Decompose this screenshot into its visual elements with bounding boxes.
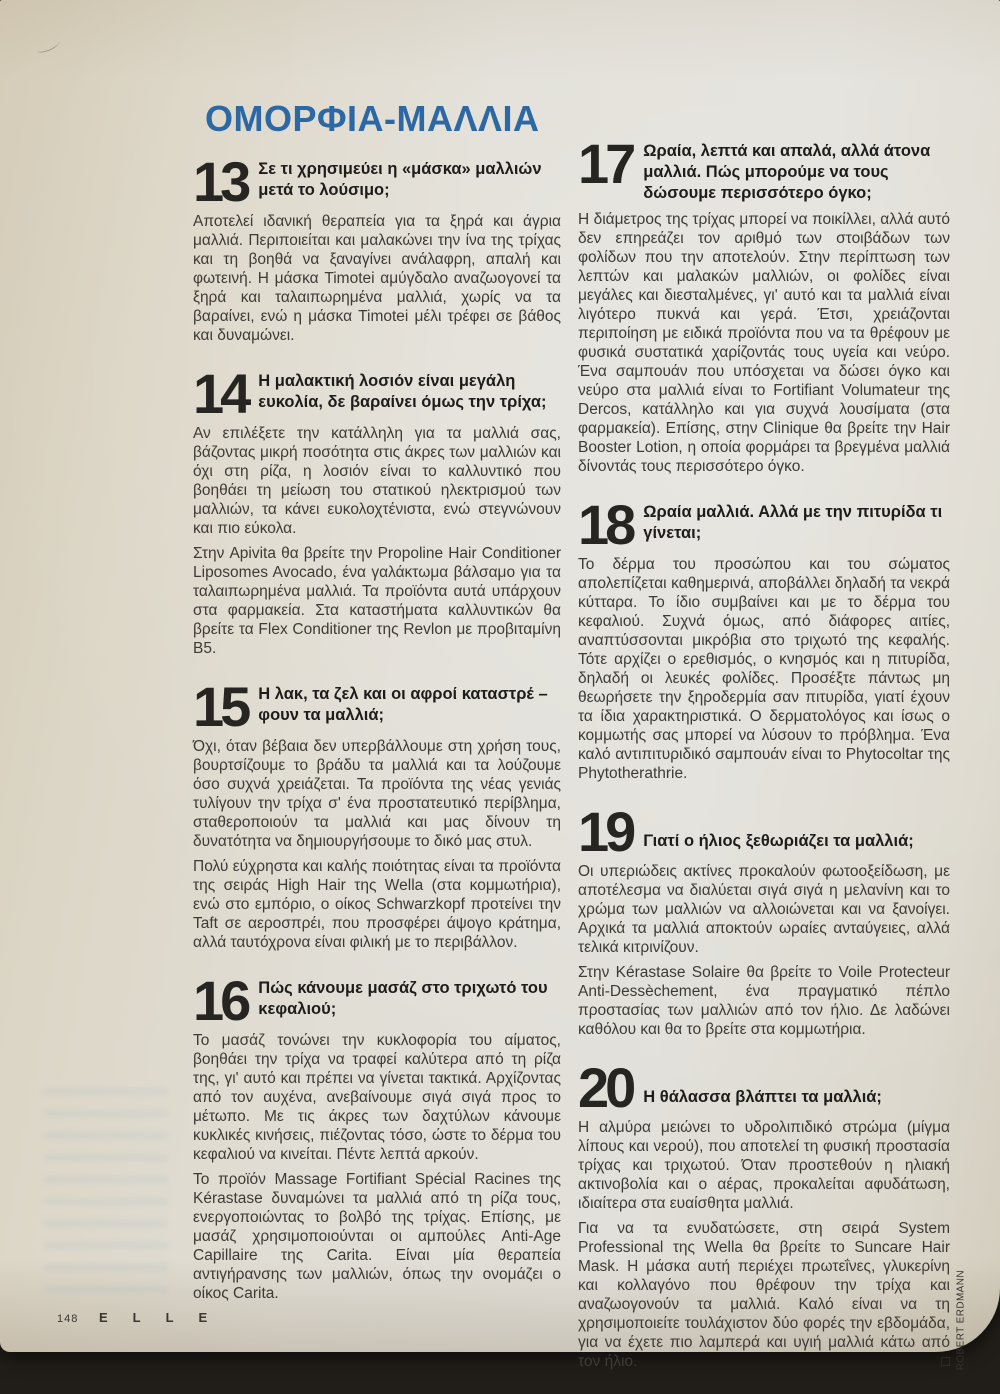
item-answer-paragraph (578, 1219, 950, 1371)
qa-item-16 (193, 969, 561, 1303)
item-answer-paragraph: Το δέρμα του προσώπου και του σώματος απολεπίζεται καθημερινά, αποβάλλει δηλαδή τα νεκρά κύτταρα. Το ίδιο συμβαίνει και με το δέρμα του κεφαλιού. Συχνά όμως, από διάφορες αιτίες, αναπτύσσονται μικρόβια στο τριχωτό της κεφαλής. Τότε αρχίζει ο ερεθισμός, ο κνησμός και η πιτυρίδα, δηλαδή οι λευκές φολίδες. Προσέξτε πάντως μη θεωρήσετε την ξηροδερμία σαν πιτυρίδα, γιατί έχουν τα ίδια χαρακτηριστικά. Ο δερματολόγος και ίσως ο κομμωτής σας μπορεί να λύσουν το πρόβλημα. Ένα καλό αντιπιτυριδικό σαμπουάν είναι το Phytocoltar της Phytotherathrie. (578, 556, 950, 782)
qa-item-header (578, 800, 950, 863)
item-number: 16 (193, 969, 248, 1032)
item-number: 18 (578, 493, 633, 556)
item-question: Η θάλασσα βλάπτει τα μαλλιά; (643, 1088, 882, 1106)
item-answer-paragraph: Η αλμύρα μειώνει το υδρολιπιδικό στρώμα (μίγμα λίπους και νερού), που αποτελεί τη φυσική προστασία τρίχας και τριχωτού. Όταν προστεθούν η ηλιακή ακτινοβολία και ο αέρας, προκαλείται αφυδάτωση, ιδιαίτερα στα ευαίσθητα μαλλιά. (578, 1119, 950, 1212)
qa-item-header (193, 675, 561, 738)
item-answer-paragraph: Το μασάζ τονώνει την κυκλοφορία του αίματος, βοηθάει την τρίχα να τραφεί καλύτερα από τη ρίζα της, γι' αυτό και πρέπει να γίνεται τακτικά. Αρχίζοντας από τον αυχένα, ανεβαίνουμε σιγά σιγά προς το μέτωπο. Με τις άκρες των δαχτύλων κάνουμε κυκλικές κινήσεις, πιέζοντας τόσο, ώστε το δέρμα του κεφαλιού να κινείται. Πέντε λεπτά αρκούν. (193, 1032, 561, 1163)
item-answer-paragraph: Το προϊόν Massage Fortifiant Spécial Racines της Kérastase δυναμώνει τα μαλλιά από τη ρίζα τους, ενεργοποιώντας το βολβό της τρίχας. Επίσης, με μασάζ χρησιμοποιούνται οι αμπούλες Anti-Age Capillaire της Carita. Είναι μία θεραπεία αντιγήρανσης των μαλλιών, όπως την ονομάζει ο οίκος Carita. (193, 1171, 561, 1302)
qa-item-14 (193, 362, 561, 658)
qa-item-header (193, 150, 561, 213)
item-question: Σε τι χρησιμεύει η «μάσκα» μαλλιών μετά το λούσιμο; (258, 160, 542, 199)
end-of-article-mark: □ (941, 1353, 950, 1369)
item-question: Ωραία μαλλιά. Αλλά με την πιτυρίδα τι γίνεται; (643, 503, 943, 542)
item-question: Γιατί ο ήλιος ξεθωριάζει τα μαλλιά; (643, 832, 914, 850)
item-number: 14 (193, 362, 248, 425)
item-question: Η λακ, τα ζελ και οι αφροί καταστρέ – φουν τα μαλλιά; (258, 685, 548, 724)
page-number: 148 (57, 1313, 79, 1325)
qa-item-header (578, 493, 950, 556)
item-question: Ωραία, λεπτά και απαλά, αλλά άτονα μαλλιά. Πώς μπορούμε να τους δώσουμε περισσότερο όγκο; (643, 142, 931, 202)
qa-item-18 (578, 493, 950, 783)
qa-item-19 (578, 800, 950, 1039)
item-number: 19 (578, 800, 633, 863)
item-number: 15 (193, 675, 248, 738)
qa-item-17 (578, 132, 950, 476)
left-column (193, 98, 561, 1326)
right-column (578, 132, 950, 1394)
item-question: Πώς κάνουμε μασάζ στο τριχωτό του κεφαλιού; (258, 979, 548, 1018)
paper-scratch-mark (35, 37, 61, 54)
magazine-name: ELLE (99, 1310, 233, 1325)
item-answer-paragraph: Οι υπεριώδεις ακτίνες προκαλούν φωτοοξείδωση, με αποτέλεσμα να διαλύεται σιγά σιγά η μελανίνη και το χρώμα των μαλλιών να αλλοιώνεται και να ξανοίγει. Αρχικά τα μαλλιά αποκτούν ωραίες ανταύγειες, αλλά τελικά κιτρινίζουν. (578, 863, 950, 956)
item-answer-paragraph: Πολύ εύχρηστα και καλής ποιότητας είναι τα προϊόντα της σειράς High Hair της Wella (στα κομμωτήρια), ενώ στο εμπόριο, ο οίκος Schwarzkopf προτείνει την Taft σε αεροσπρέι, που προσφέρει άψογο κράτημα, αλλά ταυτόχρονα είναι φιλική με το περιβάλλον. (193, 858, 561, 951)
section-title: ΟΜΟΡΦΙΑ-ΜΑΛΛΙΑ (205, 98, 540, 139)
qa-item-20 (578, 1056, 950, 1371)
qa-item-header (578, 1056, 950, 1119)
item-answer-text: Για να τα ενυδατώσετε, στη σειρά System Professional της Wella θα βρείτε το Suncare Hair Mask. Η μάσκα αυτή περιέχει πρωτεΐνες, γλυκερίνη και κολλαγόνο που θρέφουν την τρίχα και αναζωογονούν τα μαλλιά. Καλό είναι να τη χρησιμοποιείτε τουλάχιστον δύο φορές την εβδομάδα, για να έχετε πιο λαμπερά και υγιή μαλλιά κάτω από τον ήλιο. (578, 1220, 950, 1370)
item-answer-paragraph: Στην Apivita θα βρείτε την Propoline Hair Conditioner Liposomes Avocado, ένα γαλάκτωμα βάλσαμο για τα ταλαιπωρημένα μαλλιά. Τα προϊόντα αυτά υπάρχουν στα φαρμακεία. Στα καταστήματα καλλυντικών θα βρείτε τα Flex Conditioner της Revlon με προβιταμίνη Β5. (193, 545, 561, 657)
qa-item-header (193, 362, 561, 425)
qa-item-13 (193, 150, 561, 345)
item-number: 13 (193, 150, 248, 213)
photographer-credit: ROBERT ERDMANN (955, 1270, 966, 1371)
item-number: 17 (578, 132, 633, 195)
qa-item-15 (193, 675, 561, 952)
qa-item-header (193, 969, 561, 1032)
item-answer-paragraph: Αποτελεί ιδανική θεραπεία για τα ξηρά και άγρια μαλλιά. Περιποιείται και μαλακώνει την ίνα της τρίχας και τη βοηθά να ξαναγίνει ανάλαφρη, απαλή και φωτεινή. Η μάσκα Timotei αμύγδαλο αναζωογονεί τα ξηρά και ταλαιπωρημένα μαλλιά, χωρίς να τα βαραίνει, ενώ η μάσκα Timotei μέλι τρέφει σε βάθος και δυναμώνει. (193, 213, 561, 344)
item-answer-paragraph: Η διάμετρος της τρίχας μπορεί να ποικίλλει, αλλά αυτό δεν επηρεάζει τον αριθμό των στοιβάδων των φολίδων που την αποτελούν. Στην περίπτωση των λεπτών και μαλακών μαλλιών, οι φολίδες είναι μεγάλες και διεσταλμένες, γι' αυτό και τα μαλλιά είναι λιγότερο πυκνά και γερά. Έτσι, χρειάζονται περιποίηση με ειδικά προϊόντα που να τα θρέφουν με φυσικά συστατικά χαρίζοντάς τους υγεία και νεύρο. Ένα σαμπουάν που υπόσχεται να δώσει όγκο και νεύρο στα μαλλιά είναι το Fortifiant Volumateur της Dercos, κατάλληλο και για συχνά λουσίματα (στα φαρμακεία). Επίσης, στην Clinique θα βρείτε την Hair Booster Lotion, η οποία φορμάρει τα βρεγμένα μαλλιά δίνοντάς τους περισσότερο όγκο. (578, 211, 950, 475)
item-answer-paragraph: Όχι, όταν βέβαια δεν υπερβάλλουμε στη χρήση τους, βουρτσίζουμε το βράδυ τα μαλλιά και τα λούζουμε όσο συχνά χρειάζεται. Τα προϊόντα της νέας γενιάς τυλίγουν την τρίχα σ' ένα προστατευτικό περίβλημα, σταθεροποιούν τα μαλλιά και μας δίνουν τη δυνατότητα να δημιουργήσουμε το δικό μας στυλ. (193, 738, 561, 850)
item-number: 20 (578, 1056, 633, 1119)
item-answer-paragraph: Αν επιλέξετε την κατάλληλη για τα μαλλιά σας, βάζοντας μικρή ποσότητα στις άκρες των μαλλιών και όχι στη ρίζα, η λοσιόν είναι το καλλυντικό που βοηθάει τη μείωση του στατικού ηλεκτρισμού των μαλλιών, τα κάνει ευκολοχτένιστα, ενώ στεγνώνουν και πιο εύκολα. (193, 425, 561, 537)
item-answer-paragraph: Στην Kérastase Solaire θα βρείτε το Voile Protecteur Anti-Dessèchement, ένα πραγματικό πέπλο προστασίας των μαλλιών από τον ήλιο. Δε λαδώνει καθόλου και θα το βρείτε στα κομμωτήρια. (578, 964, 950, 1038)
page-bleedthrough-text (44, 1088, 168, 1306)
qa-item-header (578, 132, 950, 204)
item-question: Η μαλακτική λοσιόν είναι μεγάλη ευκολία, δε βαραίνει όμως την τρίχα; (258, 372, 547, 411)
